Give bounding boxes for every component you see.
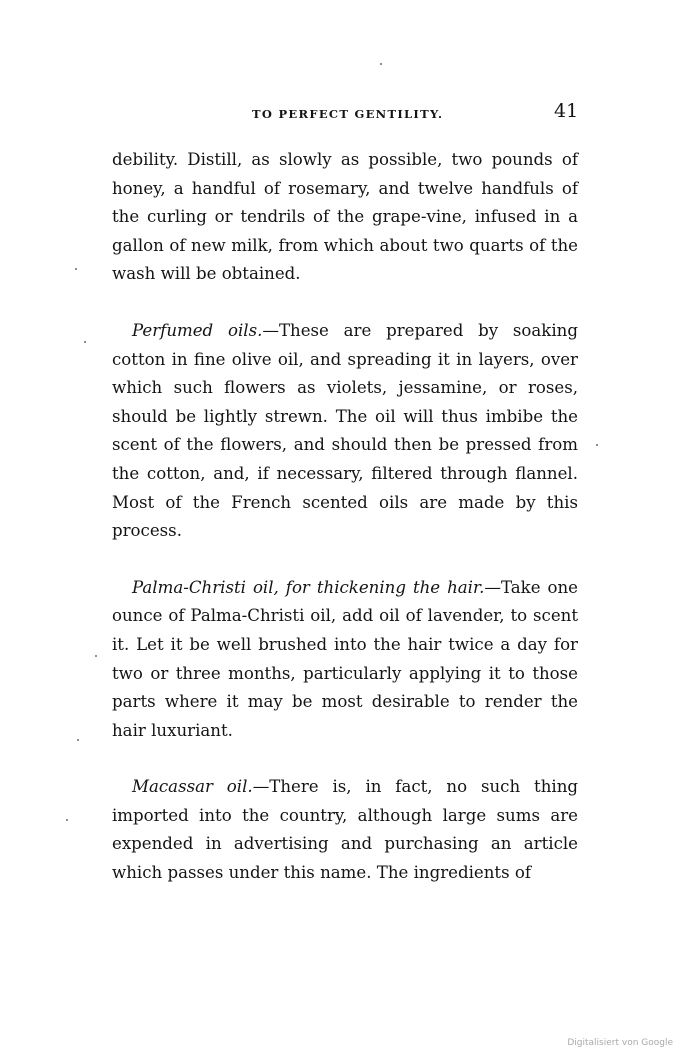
paragraph-palma-christi-oil <box>112 574 578 746</box>
running-title: TO PERFECT GENTILITY. <box>252 107 444 121</box>
paragraph-honey-water <box>112 146 578 289</box>
paragraph-text: —Take one ounce of Palma-Christi oil, add oil of lavender, to scent it. Let it be well brushed into the hair twice a day for two or three months, particularly applying it to those parts where it may be most desirable to render the hair luxuriant. <box>112 577 578 740</box>
print-speck <box>75 268 77 270</box>
print-speck <box>380 63 382 65</box>
paragraph-text: debility. Distill, as slowly as possible, two pounds of honey, a handful of rosemary, and twelve handfuls of the curling or tendrils of the grape-vine, infused in a gallon of new milk, from which about two quarts of the wash will be obtained. <box>112 150 578 284</box>
paragraph-heading: Palma-Christi oil, for thickening the hair. <box>132 577 485 597</box>
page-body <box>112 146 578 888</box>
paragraph-text: —These are prepared by soaking cotton in fine olive oil, and spreading it in layers, over which such flowers as violets, jessamine, or roses, should be lightly strewn. The oil will thus imbibe the scent of the flowers, and should then be pressed from the cotton, and, if necessary, filtered through flannel. Most of the French scented oils are made by this process. <box>112 320 578 541</box>
paragraph-heading: Macassar oil. <box>132 777 253 797</box>
paragraph-heading: Perfumed oils. <box>132 320 263 340</box>
paragraph-perfumed-oils <box>112 317 578 546</box>
paragraph-macassar-oil <box>112 773 578 887</box>
print-speck <box>596 444 598 446</box>
print-speck <box>84 341 86 343</box>
paragraph-text: —There is, in fact, no such thing imported into the country, although large sums are expended in advertising and purchasing an article which passes under this name. The ingredients of <box>112 777 579 883</box>
print-speck <box>66 819 68 821</box>
page-header <box>0 98 685 128</box>
print-speck <box>77 739 79 741</box>
page-number: 41 <box>554 100 579 122</box>
print-speck <box>95 655 97 657</box>
digitization-watermark: Digitalisiert von Google <box>567 1038 673 1048</box>
